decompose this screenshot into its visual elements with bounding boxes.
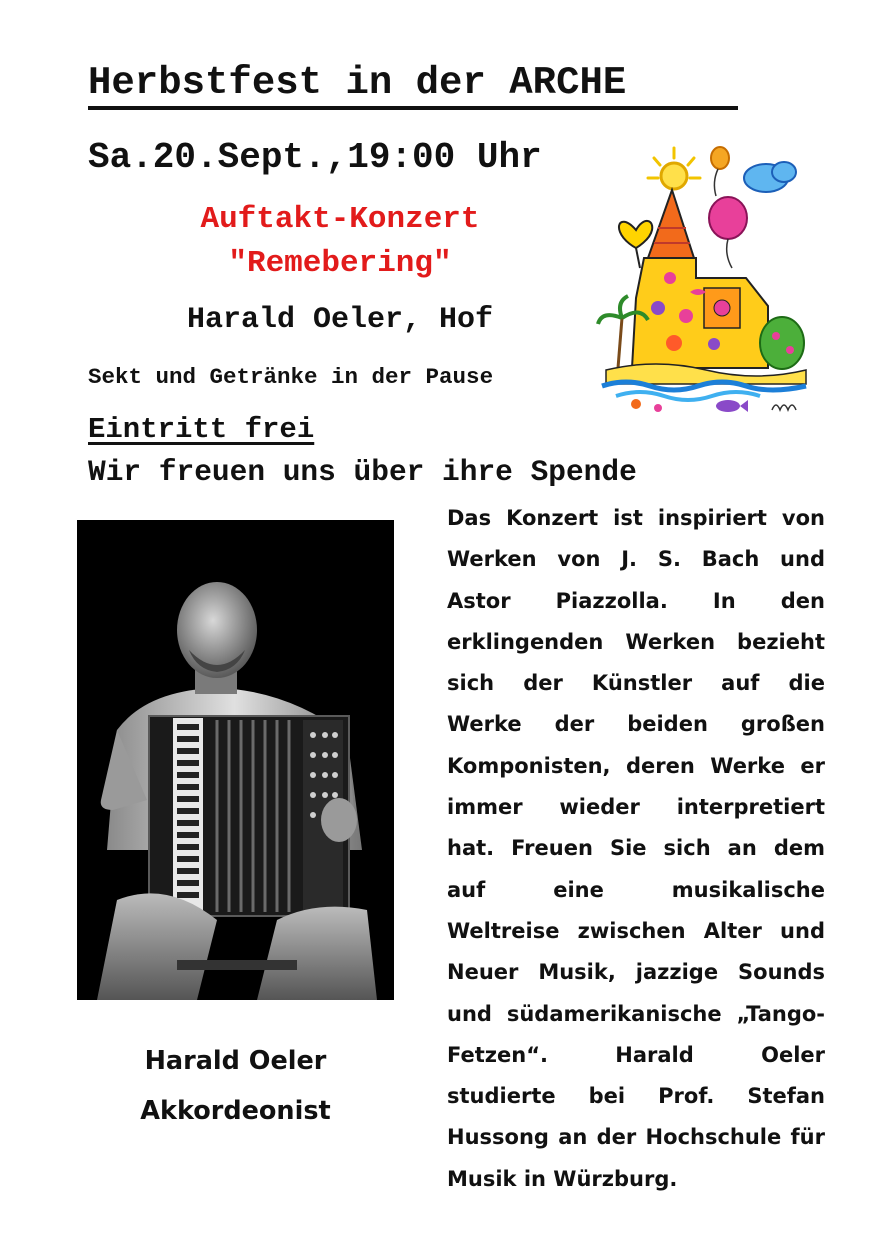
concert-heading: [130, 198, 550, 286]
description-line: Werken von J. S. Bach und: [447, 547, 825, 572]
description-line: Komponisten, deren Werke er: [447, 753, 825, 778]
description-line: studierte bei Prof. Stefan: [447, 1084, 825, 1109]
description-line: hat. Freuen Sie sich an dem: [447, 836, 825, 861]
concert-name: "Remebering": [228, 246, 452, 281]
concert-label: Auftakt-Konzert: [200, 202, 480, 237]
description-line: Das Konzert ist inspiriert von: [447, 506, 825, 530]
heart-icon: [619, 221, 652, 248]
description-line: Neuer Musik, jazzige Sounds: [447, 960, 825, 985]
caption-role: Akkordeonist: [140, 1096, 331, 1126]
sun-icon: [648, 148, 700, 189]
signature-mark: [772, 405, 796, 410]
fish-icon: [716, 400, 748, 412]
tower-icon: [648, 190, 694, 258]
caption-name: Harald Oeler: [144, 1046, 327, 1076]
flyer-title: Herbstfest in der ARCHE: [88, 61, 627, 105]
description-line: Fetzen“. Harald Oeler: [447, 1042, 825, 1067]
admission-note: Eintritt frei: [88, 413, 315, 446]
description-line: und südamerikanische „Tango-: [447, 1001, 825, 1026]
musician-photo: [77, 520, 394, 1000]
event-date: Sa.20.Sept.,19:00 Uhr: [88, 137, 542, 178]
balloon-small-icon: [711, 147, 729, 169]
description-line: immer wieder interpretiert: [447, 795, 825, 820]
description-line: Werke der beiden großen: [447, 712, 825, 737]
tree-icon: [760, 317, 804, 369]
description-line: Hussong an der Hochschule für: [447, 1125, 825, 1150]
description-line: Astor Piazzolla. In den: [447, 588, 825, 613]
description-line: erklingenden Werken bezieht: [447, 629, 825, 654]
head-icon: [177, 582, 257, 678]
balloon-icon: [709, 197, 747, 239]
arche-illustration: [596, 138, 816, 423]
palm-icon: [618, 318, 622, 368]
title-underline: [88, 106, 738, 110]
building-icon: [632, 258, 768, 368]
description-line: auf eine musikalische: [447, 877, 825, 902]
description-line: Musik in Würzburg.: [447, 1166, 678, 1191]
accordion-icon: [149, 716, 349, 916]
artist-line: Harald Oeler, Hof: [186, 303, 494, 337]
description-line: sich der Künstler auf die: [447, 671, 825, 696]
concert-description: [447, 498, 825, 1200]
description-line: Weltreise zwischen Alter und: [447, 918, 825, 943]
cloud-icon: [744, 162, 796, 192]
donation-note: Wir freuen uns über ihre Spende: [88, 455, 637, 489]
refreshments-note: Sekt und Getränke in der Pause: [88, 364, 494, 390]
photo-caption: [77, 1036, 394, 1136]
